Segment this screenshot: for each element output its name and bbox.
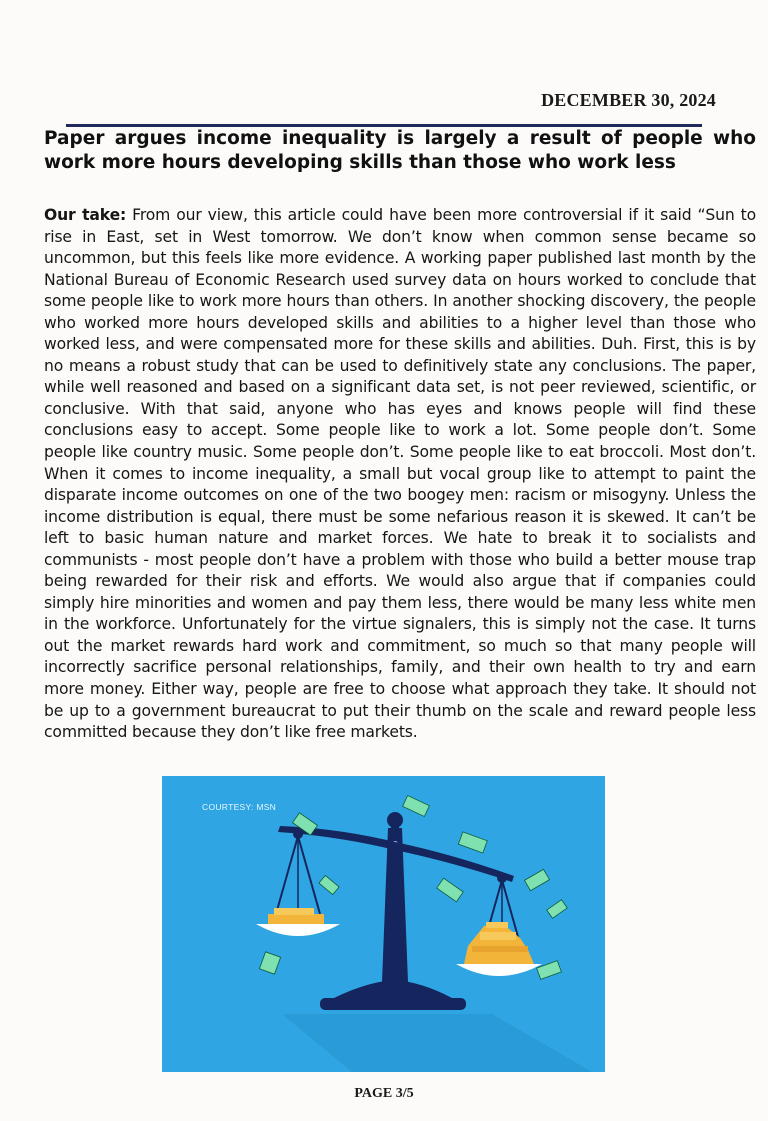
article-illustration: [162, 776, 605, 1072]
lead-label: Our take:: [44, 206, 127, 224]
scale-illustration-icon: [162, 776, 605, 1072]
article-body: [44, 205, 756, 744]
issue-date: DECEMBER 30, 2024: [541, 90, 716, 110]
article-title: Paper argues income inequality is largely a result of people who work more hours developing skills than those who work less: [44, 128, 756, 173]
image-credit: COURTESY: MSN: [202, 802, 277, 812]
article-text: From our view, this article could have been more controversial if it said “Sun to rise in East, set in West tomorrow. We don’t know when common sense became so uncommon, but this feels like more evidence. A working paper published last month by the National Bureau of Economic Research used survey data on hours worked to conclude that some people like to work more hours than others. In another shocking discovery, the people who worked more hours developed skills and abilities to a higher level than those who worked less, and were compensated more for these skills and abilities. Duh. First, this is by no means a robust study that can be used to definitively state any conclusions. The paper, while well reasoned and based on a significant data set, is not peer reviewed, scientific, or conclusive. With that said, anyone who has eyes and knows people will find these conclusions easy to accept. Some people like to work a lot. Some people don’t. Some people like country music. Some people don’t. Some people like to eat broccoli. Most don’t. When it comes to income inequality, a small but vocal group like to attempt to paint the disparate income outcomes on one of the two boogey men: racism or misogyny. Unless the income distribution is equal, there must be some nefarious reason it is skewed. It can’t be left to basic human nature and market forces. We hate to break it to socialists and communists - most people don’t have a problem with those who build a better mouse trap being rewarded for their risk and efforts. We would also argue that if companies could simply hire minorities and women and pay them less, there would be many less white men in the workforce. Unfortunately for the virtue signalers, this is simply not the case. It turns out the market rewards hard work and commitment, so much so that many people will incorrectly sacrifice personal relationships, family, and their own health to try and earn more money. Either way, people are free to choose what approach they take. It should not be up to a government bureaucrat to put their thumb on the scale and reward people less committed because they don’t like free markets.: [44, 206, 757, 742]
page-number: PAGE 3/5: [354, 1086, 414, 1101]
